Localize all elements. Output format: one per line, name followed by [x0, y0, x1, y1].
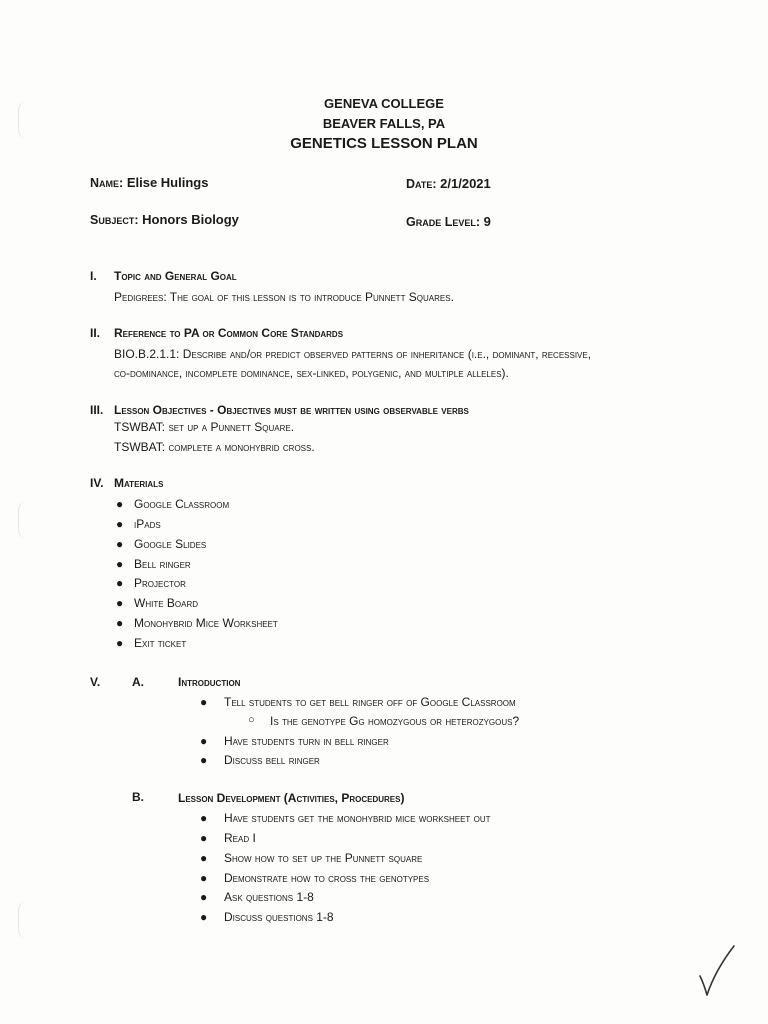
- bullet-icon: ●: [200, 811, 208, 825]
- development-item: Show how to set up the Punnett square: [224, 851, 423, 865]
- bullet-icon: ●: [116, 596, 124, 610]
- material-item: Exit ticket: [134, 636, 187, 650]
- bullet-icon: ●: [200, 910, 208, 924]
- section-1-heading: Topic and General Goal: [114, 269, 237, 283]
- bullet-icon: ●: [200, 753, 208, 767]
- development-item: Discuss questions 1-8: [224, 910, 334, 924]
- subject-row: [90, 212, 239, 227]
- date-label: Date:: [406, 177, 437, 191]
- grade-row: [406, 214, 491, 229]
- scan-edge-mark: [18, 500, 29, 540]
- bullet-icon: ●: [200, 871, 208, 885]
- development-item: Demonstrate how to cross the genotypes: [224, 871, 430, 885]
- objective-2: TSWBAT: complete a monohybrid cross.: [114, 440, 315, 454]
- section-5a-letter: A.: [132, 675, 144, 689]
- section-3-number: III.: [90, 403, 104, 417]
- section-5-number: V.: [90, 675, 101, 689]
- name-label: Name:: [90, 176, 124, 190]
- bullet-icon: ●: [200, 695, 208, 709]
- school-name: GENEVA COLLEGE: [324, 96, 444, 111]
- school-location: BEAVER FALLS, PA: [322, 116, 446, 131]
- bullet-icon: ●: [200, 831, 208, 845]
- material-item: iPads: [134, 517, 161, 531]
- bullet-icon: ●: [116, 616, 124, 630]
- material-item: White Board: [134, 596, 198, 610]
- section-4-number: IV.: [90, 476, 104, 490]
- material-item: Bell ringer: [134, 557, 191, 571]
- bullet-icon: ●: [116, 557, 124, 571]
- section-4-heading: Materials: [114, 476, 164, 490]
- grade-label: Grade Level:: [406, 215, 481, 229]
- material-item: Monohybrid Mice Worksheet: [134, 616, 278, 630]
- section-3-heading: Lesson Objectives - Objectives must be written using observable verbs: [114, 403, 469, 417]
- development-item: Read I: [224, 831, 256, 845]
- development-item: Ask questions 1-8: [224, 890, 314, 904]
- section-5a-heading: Introduction: [178, 675, 241, 689]
- bullet-icon: ●: [116, 497, 124, 511]
- bullet-icon: ●: [116, 537, 124, 551]
- grade-value: 9: [483, 214, 491, 229]
- subject-value: Honors Biology: [142, 212, 239, 227]
- bullet-icon: ●: [116, 576, 124, 590]
- bullet-icon: ●: [116, 636, 124, 650]
- material-item: Projector: [134, 576, 186, 590]
- section-2-line-1: BIO.B.2.1.1: Describe and/or predict observed patterns of inheritance (i.e., dominant, recessive,: [114, 347, 592, 361]
- intro-item: Discuss bell ringer: [224, 753, 320, 767]
- date-value: 2/1/2021: [440, 176, 491, 191]
- section-5b-letter: B.: [132, 790, 144, 804]
- section-2-line-2: co-dominance, incomplete dominance, sex-linked, polygenic, and multiple alleles).: [114, 366, 509, 380]
- intro-item: Tell students to get bell ringer off of Google Classroom: [224, 695, 516, 709]
- date-row: [406, 176, 491, 191]
- development-item: Have students get the monohybrid mice worksheet out: [224, 811, 491, 825]
- bullet-icon: ●: [200, 734, 208, 748]
- intro-item: Have students turn in bell ringer: [224, 734, 389, 748]
- objective-1: TSWBAT: set up a Punnett Square.: [114, 420, 295, 434]
- bullet-icon: ●: [200, 890, 208, 904]
- section-5b-heading: Lesson Development (Activities, Procedures): [178, 791, 405, 805]
- scan-edge-mark: [18, 900, 29, 940]
- bullet-icon: ●: [116, 517, 124, 531]
- material-item: Google Classroom: [134, 497, 230, 511]
- name-row: [90, 175, 208, 190]
- section-1-number: I.: [90, 269, 97, 283]
- section-2-heading: Reference to PA or Common Core Standards: [114, 326, 344, 340]
- checkmark-icon: [694, 940, 744, 1000]
- material-item: Google Slides: [134, 537, 207, 551]
- circle-bullet-icon: ○: [248, 714, 255, 726]
- section-2-number: II.: [90, 326, 101, 340]
- bullet-icon: ●: [200, 851, 208, 865]
- subject-label: Subject:: [90, 213, 139, 227]
- section-1-text: Pedigrees: The goal of this lesson is to introduce Punnett Squares.: [114, 290, 454, 304]
- page-title: GENETICS LESSON PLAN: [290, 135, 478, 152]
- name-value: Elise Hulings: [126, 175, 209, 190]
- intro-subitem: Is the genotype Gg homozygous or heterozygous?: [270, 714, 520, 728]
